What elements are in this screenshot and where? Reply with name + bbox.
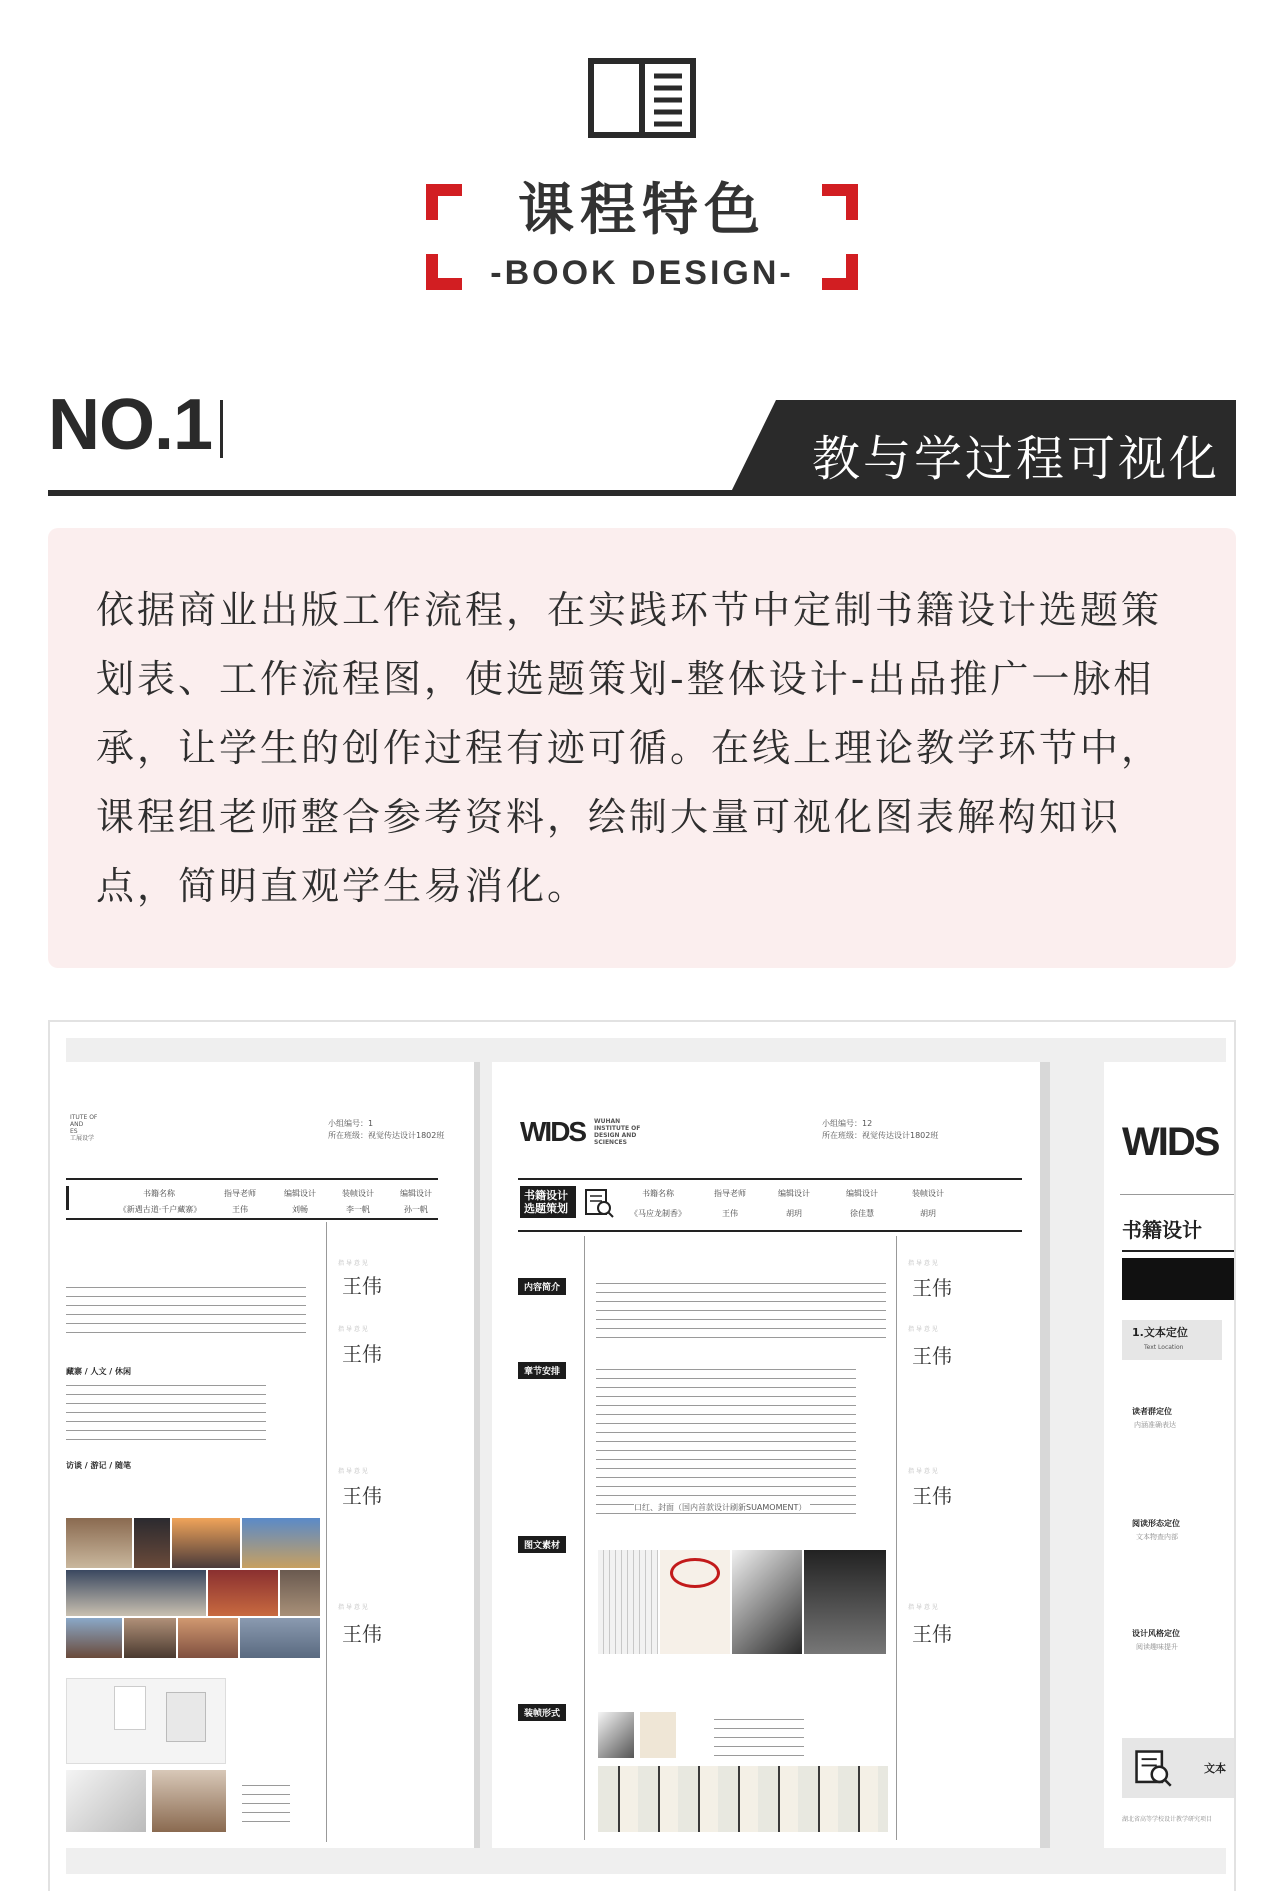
table-cell: 徐佳慧	[850, 1209, 874, 1218]
column-header: 装帧设计	[342, 1189, 374, 1198]
description-text: 依据商业出版工作流程，在实践环节中定制书籍设计选题策划表、工作流程图，使选题策划-整体设计-出品推广一脉相承，让学生的创作过程有迹可循。在线上理论教学环节中，课程组老师整合参考资料，绘制大量可视化图表解构知识点，简明直观学生易消化。	[96, 588, 1163, 908]
title-rule	[1120, 1194, 1236, 1195]
document-search-icon	[1134, 1748, 1172, 1788]
table-cell: 李一帆	[346, 1205, 370, 1214]
photo-street	[124, 1618, 176, 1658]
planning-sheet-left	[66, 1062, 474, 1848]
column-header: 书籍名称	[143, 1189, 175, 1198]
photo-boxes	[804, 1550, 886, 1654]
intro-text-block	[66, 1284, 306, 1338]
book-mockup-stack	[166, 1692, 206, 1742]
footer-label: 文本	[1204, 1762, 1226, 1775]
photo-portrait	[134, 1518, 170, 1568]
table-top-rule	[518, 1178, 1022, 1180]
photo-manuscript	[598, 1550, 658, 1654]
subsection-heading: 藏寨 / 人文 / 休闲	[66, 1367, 131, 1376]
column-header: 编辑设计	[400, 1189, 432, 1198]
column-header: 指导老师	[224, 1189, 256, 1198]
photo-book-block	[598, 1712, 634, 1758]
book-design-chart-right	[1104, 1062, 1236, 1848]
item-sublabel: Text Location	[1144, 1344, 1184, 1351]
column-header: 装帧设计	[912, 1189, 944, 1198]
table-cell: 胡玥	[786, 1209, 802, 1218]
teacher-signature: 王伟	[912, 1622, 952, 1646]
tag-content-intro: 内容简介	[518, 1278, 566, 1295]
book-mockup-open	[152, 1770, 226, 1832]
table-cell: 孙一帆	[404, 1205, 428, 1214]
corner-bracket-top-right	[822, 184, 858, 220]
table-top-rule	[66, 1178, 438, 1180]
tag-column-rule	[584, 1236, 585, 1840]
teacher-signature: 王伟	[342, 1342, 382, 1366]
corner-bracket-bottom-left	[426, 254, 462, 290]
page-gutter	[474, 1062, 480, 1848]
item-sublabel: 阅读趣味提升	[1136, 1643, 1178, 1651]
photo-accordion-book	[598, 1766, 888, 1832]
photo-paper	[640, 1712, 676, 1758]
red-seal-mark	[670, 1558, 720, 1588]
wids-logo: WIDS	[1122, 1120, 1219, 1164]
wids-logo: WIDS	[520, 1116, 586, 1147]
table-bottom-rule	[518, 1230, 1022, 1232]
section-topic: 教与学过程可视化	[811, 431, 1220, 487]
section-divider	[48, 490, 1236, 496]
photo-temple	[66, 1618, 122, 1658]
title-underline	[1122, 1250, 1236, 1252]
item-label: 1.文本定位	[1132, 1326, 1188, 1339]
signature-column-rule	[326, 1222, 327, 1842]
document-search-icon	[584, 1188, 614, 1218]
signature-caption: 指 导 意 见	[908, 1468, 938, 1475]
photo-tibetan-house	[66, 1518, 132, 1568]
signature-caption: 指 导 意 见	[908, 1604, 938, 1611]
teacher-signature: 王伟	[912, 1344, 952, 1368]
photo-mountain	[66, 1570, 206, 1616]
signature-caption: 指 导 意 见	[338, 1604, 368, 1611]
table-cell: 王伟	[722, 1209, 738, 1218]
table-marker	[66, 1186, 69, 1210]
column-header: 指导老师	[714, 1189, 746, 1198]
category-text-block	[66, 1382, 266, 1446]
item-label: 读者群定位	[1132, 1407, 1172, 1416]
page-title: 课程特色	[518, 178, 766, 243]
signature-caption: 指 导 意 见	[908, 1260, 938, 1267]
item-sublabel: 文本物查内部	[1136, 1533, 1178, 1541]
footer-caption: 湖北省高等学校设计教学研究项目	[1122, 1816, 1213, 1823]
page-gutter	[1040, 1062, 1050, 1848]
column-header: 编辑设计	[846, 1189, 878, 1198]
binding-spec-text	[242, 1782, 290, 1826]
photo-houses	[178, 1618, 238, 1658]
item-sublabel: 内涵准确表达	[1134, 1421, 1176, 1429]
signature-caption: 指 导 意 见	[338, 1468, 368, 1475]
section-number-cursor	[220, 400, 223, 458]
book-icon	[588, 58, 696, 138]
signature-caption: 指 导 意 见	[908, 1326, 938, 1333]
signature-caption: 指 导 意 见	[338, 1260, 368, 1267]
group-number: 小组编号：1	[328, 1119, 374, 1128]
page-subtitle: -BOOK DESIGN-	[490, 254, 794, 292]
column-header: 书籍名称	[642, 1189, 674, 1198]
column-header: 编辑设计	[284, 1189, 316, 1198]
teacher-signature: 王伟	[342, 1622, 382, 1646]
photo-village	[280, 1570, 320, 1616]
item-label: 阅读形态定位	[1132, 1519, 1180, 1528]
table-cell: 《新遇古道·千户藏寨》	[118, 1205, 202, 1214]
institute-fragment: ITUTE OF AND ES 工展设学	[70, 1114, 98, 1142]
planning-sheet-middle	[492, 1062, 1040, 1848]
class-name: 所在班级：视觉传达设计1802班	[328, 1131, 445, 1140]
photo-prayer-flags	[242, 1518, 320, 1568]
book-mockup-page	[114, 1686, 146, 1730]
section-number: NO.1	[48, 385, 213, 465]
binding-spec-text	[714, 1716, 804, 1758]
signature-caption: 指 导 意 见	[338, 1326, 368, 1333]
content-intro-text	[596, 1280, 886, 1344]
table-cell: 《马应龙制香》	[630, 1209, 686, 1218]
corner-bracket-bottom-right	[822, 254, 858, 290]
chart-title: 书籍设计	[1122, 1218, 1202, 1242]
signature-column-rule	[896, 1236, 897, 1840]
tag-image-material: 图文素材	[518, 1536, 566, 1553]
photo-monks	[208, 1570, 278, 1616]
photo-sunset	[172, 1518, 240, 1568]
corner-bracket-top-left	[426, 184, 462, 220]
teacher-signature: 王伟	[342, 1484, 382, 1508]
column-header: 编辑设计	[778, 1189, 810, 1198]
tag-binding-form: 装帧形式	[518, 1704, 566, 1721]
document-gallery	[48, 1020, 1236, 1891]
teacher-signature: 王伟	[912, 1276, 952, 1300]
chapter-plan-text	[596, 1366, 856, 1516]
plan-title-block: 书籍设计选题策划	[520, 1186, 576, 1218]
photo-packaging	[732, 1550, 802, 1654]
black-banner	[1122, 1258, 1236, 1300]
institute-name: WUHAN INSTITUTE OF DESIGN AND SCIENCES	[594, 1118, 641, 1146]
teacher-signature: 王伟	[912, 1484, 952, 1508]
item-label: 设计风格定位	[1132, 1629, 1180, 1638]
teacher-signature: 王伟	[342, 1274, 382, 1298]
product-line: 口红、封面（国内首款设计刷新SUAMOMENT）	[634, 1502, 810, 1513]
table-cell: 刘畅	[292, 1205, 308, 1214]
subsection-heading: 访谈 / 游记 / 随笔	[66, 1461, 131, 1470]
photo-monastery	[240, 1618, 320, 1658]
class-name: 所在班级：视觉传达设计1802班	[822, 1131, 939, 1140]
book-mockup-angle	[66, 1770, 146, 1832]
group-number: 小组编号：12	[822, 1119, 873, 1128]
table-bottom-rule	[66, 1218, 438, 1220]
table-cell: 胡玥	[920, 1209, 936, 1218]
table-cell: 王伟	[232, 1205, 248, 1214]
tag-chapter-plan: 章节安排	[518, 1362, 566, 1379]
